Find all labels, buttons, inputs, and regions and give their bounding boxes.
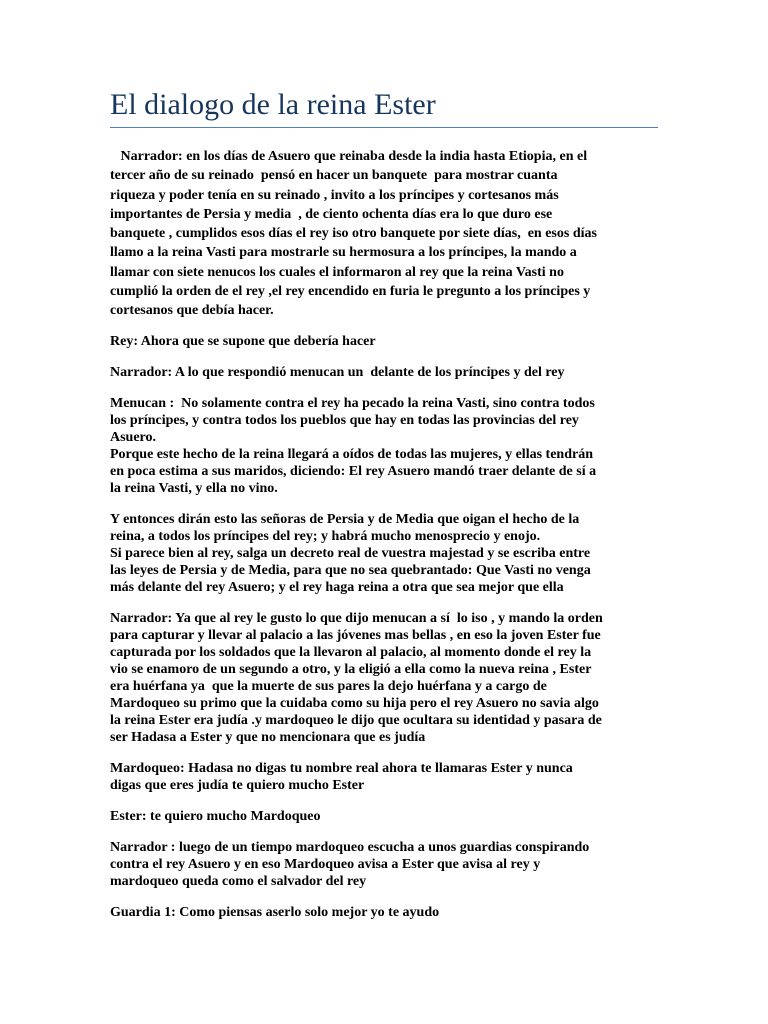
text-line: los príncipes, y contra todos los pueblos que hay en todas las provincias del rey [110,412,579,428]
text-line: en poca estima a sus maridos, diciendo: El rey Asuero mandó traer delante de sí a [110,463,597,479]
text-line: era huérfana ya que la muerte de sus pares la dejo huérfana y a cargo de [110,678,547,694]
paragraph [110,808,658,825]
text-line: Mardoqueo: Hadasa no digas tu nombre real ahora te llamaras Ester y nunca [110,760,573,776]
text-line: Guardia 1: Como piensas aserlo solo mejor yo te ayudo [110,904,440,920]
text-line: capturada por los soldados que la llevaron al palacio, al momento donde el rey la [110,644,592,660]
text-line: Narrador : luego de un tiempo mardoqueo escucha a unos guardias conspirando [110,839,590,855]
text-line: las leyes de Persia y de Media, para que no sea quebrantado: Que Vasti no venga [110,562,591,578]
paragraph [110,147,658,321]
text-line: banquete , cumplidos esos días el rey iso otro banquete por siete días, en esos días [110,226,597,242]
text-line: tercer año de su reinado pensó en hacer un banquete para mostrar cuanta [110,168,558,184]
text-line: digas que eres judía te quiero mucho Ester [110,777,365,793]
text-line: reina, a todos los príncipes del rey; y habrá mucho menosprecio y enojo. [110,528,541,544]
text-line: cumplió la orden de el rey ,el rey encendido en furia le pregunto a los príncipes y [110,284,591,300]
paragraph [110,364,658,381]
text-line: la reina Vasti, y ella no vino. [110,480,278,496]
text-line: vio se enamoro de un segundo a otro, y la eligió a ella como la nueva reina , Ester [110,661,592,677]
paragraph [110,610,658,746]
title-underline [110,127,658,128]
text-line: mardoqueo queda como el salvador del rey [110,873,367,889]
text-line: cortesanos que debía hacer. [110,303,274,319]
paragraph [110,395,658,497]
text-line: Porque este hecho de la reina llegará a oídos de todas las mujeres, y ellas tendrán [110,446,593,462]
text-line: Rey: Ahora que se supone que debería hacer [110,333,376,349]
document-title: El dialogo de la reina Ester [110,88,436,121]
document-body [110,147,658,935]
text-line: llamo a la reina Vasti para mostrarle su hermosura a los príncipes, la mando a [110,245,577,261]
text-line: importantes de Persia y media , de ciento ochenta días era lo que duro ese [110,206,553,222]
text-line: contra el rey Asuero y en eso Mardoqueo avisa a Ester que avisa al rey y [110,856,541,872]
text-line: Y entonces dirán esto las señoras de Persia y de Media que oigan el hecho de la [110,511,580,527]
text-line: ser Hadasa a Ester y que no mencionara que es judía [110,729,426,745]
text-line: Asuero. [110,429,157,445]
paragraph [110,760,658,794]
paragraph [110,511,658,596]
paragraph [110,904,658,921]
text-line: Menucan : No solamente contra el rey ha pecado la reina Vasti, sino contra todos [110,395,595,411]
text-line: riqueza y poder tenía en su reinado , invito a los príncipes y cortesanos más [110,187,559,203]
text-line: más delante del rey Asuero; y el rey haga reina a otra que sea mejor que ella [110,579,564,595]
text-line: la reina Ester era judía .y mardoqueo le dijo que ocultara su identidad y pasara de [110,712,602,728]
paragraph [110,839,658,890]
paragraph [110,333,658,350]
text-line: Narrador: A lo que respondió menucan un delante de los príncipes y del rey [110,364,565,380]
text-line: Narrador: en los días de Asuero que reinaba desde la india hasta Etiopia, en el [110,149,588,164]
text-line: llamar con siete nenucos los cuales el informaron al rey que la reina Vasti no [110,264,564,280]
text-line: Narrador: Ya que al rey le gusto lo que dijo menucan a sí lo iso , y mando la orden [110,610,603,626]
text-line: Mardoqueo su primo que la cuidaba como su hija pero el rey Asuero no savia algo [110,695,599,711]
text-line: Ester: te quiero mucho Mardoqueo [110,808,321,824]
text-line: para capturar y llevar al palacio a las jóvenes mas bellas , en eso la joven Ester fue [110,627,601,643]
text-line: Si parece bien al rey, salga un decreto real de vuestra majestad y se escriba entre [110,545,591,561]
